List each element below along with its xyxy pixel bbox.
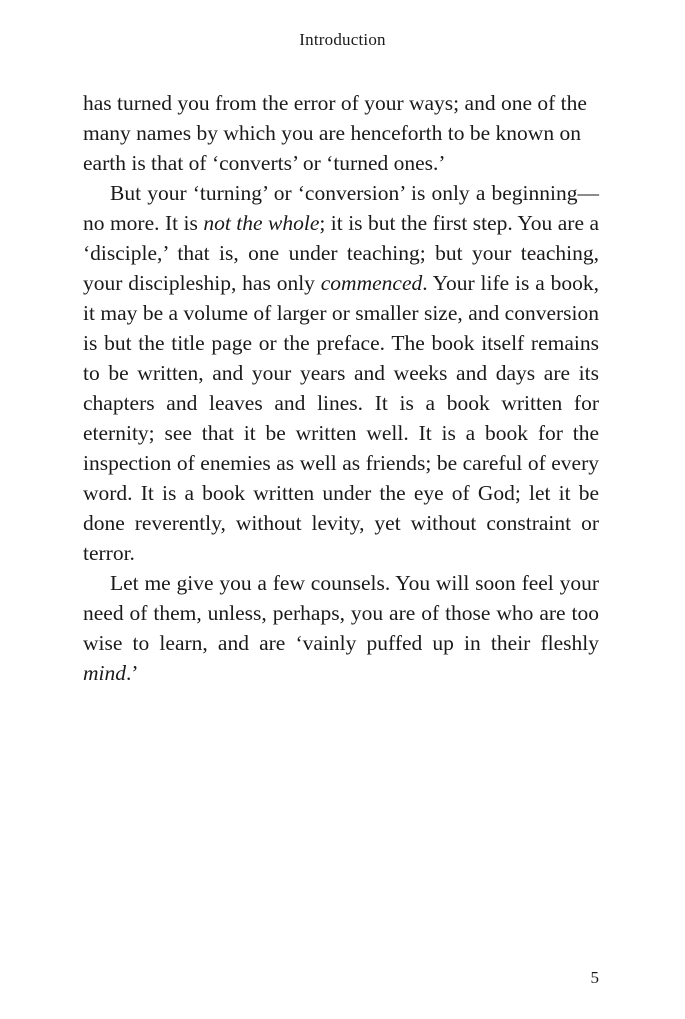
paragraph-1-text: has turned you from the error of your ways; and one of the many names by which you are henceforth to be known on earth is that of ‘converts’ or ‘turned ones.’: [83, 91, 587, 175]
running-head: Introduction: [299, 30, 386, 49]
paragraph-2-text: ; it is but the first step. You are a ‘disciple,’ that is, one under teaching; but your teaching, your discipleship, has only: [83, 211, 599, 295]
paragraph-3-text: Let me give you a few counsels. You will soon feel your need of them, unless, perhaps, you are of those who are too wise to learn, and are ‘vainly puffed up in their fleshly: [83, 571, 599, 655]
paragraph-1: [83, 88, 599, 178]
paragraph-2-text: . Your life is a book, it may be a volume of larger or smaller size, and conversion is but the title page or the preface. The book itself remains to be written, and your years and weeks and days are its chapters and leaves and lines. It is a book written for eternity; see that it be written well. It is a book for the inspection of enemies as well as friends; be careful of every word. It is a book written under the eye of God; let it be done reverently, without levity, yet without constraint or terror.: [83, 271, 599, 565]
paragraph-2-emphasis: not the whole: [203, 211, 320, 235]
paragraph-3-text: .’: [126, 661, 139, 685]
paragraph-2: [83, 178, 599, 568]
page-number: 5: [590, 968, 599, 987]
paragraph-3-emphasis: mind: [83, 661, 126, 685]
paragraph-2-text: But your ‘turning’ or ‘conversion’ is only a beginning—no more. It is: [83, 181, 599, 235]
body-text: [83, 88, 599, 688]
paragraph-3: [83, 568, 599, 688]
paragraph-2-emphasis: commenced: [320, 271, 423, 295]
